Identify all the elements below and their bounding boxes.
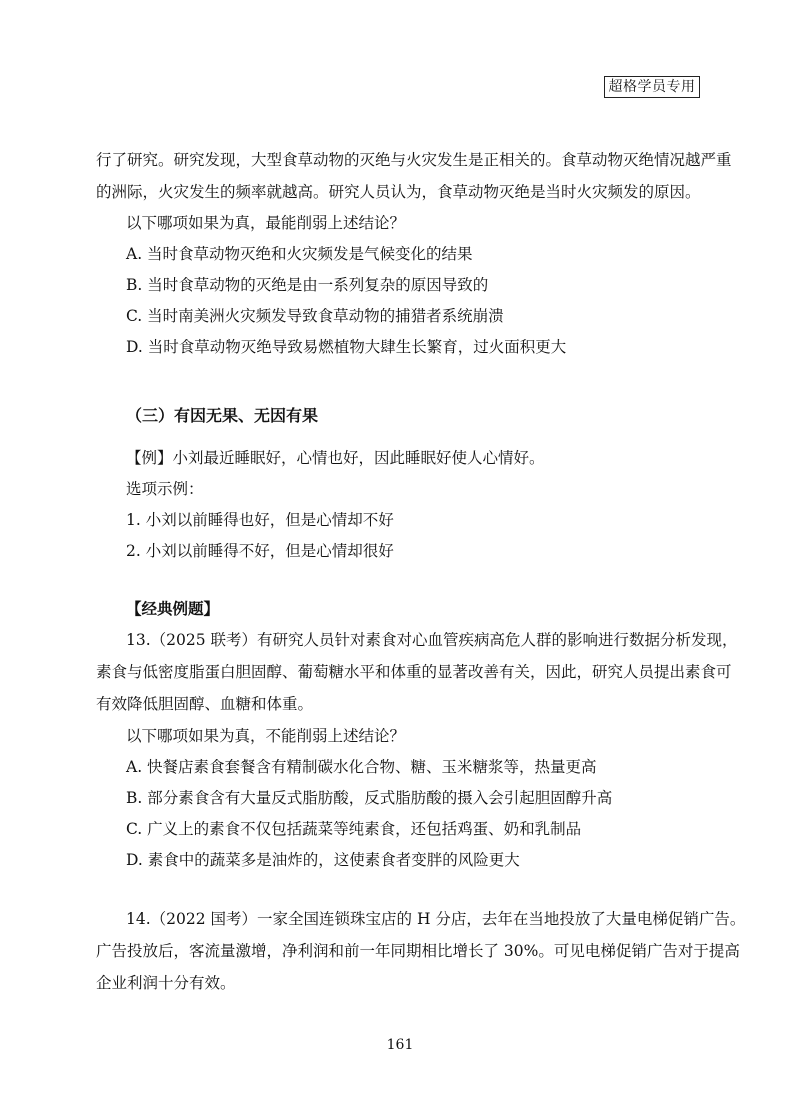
classic-title: 【经典例题】 [126,600,220,618]
option-d: D. 当时食草动物灭绝导致易燃植物大肆生长繁育，过火面积更大 [126,338,567,356]
section-title: （三）有因无果、无因有果 [126,406,319,425]
q13-option-c: C. 广义上的素食不仅包括蔬菜等纯素食，还包括鸡蛋、奶和乳制品 [126,820,582,838]
passage-line: 行了研究。研究发现，大型食草动物的灭绝与火灾发生是正相关的。食草动物灭绝情况越严重 [96,151,732,169]
option-c: C. 当时南美洲火灾频发导致食草动物的捕猎者系统崩溃 [126,307,504,325]
q13-line: 13.（2025 联考）有研究人员针对素食对心血管疾病高危人群的影响进行数据分析发现， [126,631,738,649]
q13-line: 有效降低胆固醇、血糖和体重。 [96,695,314,713]
page-number: 161 [386,1037,414,1053]
q14-line: 14.（2022 国考）一家全国连锁珠宝店的 H 分店，去年在当地投放了大量电梯促销广告。 [126,910,746,928]
question-stem: 以下哪项如果为真，最能削弱上述结论？ [126,214,406,232]
passage-line: 的洲际，火灾发生的频率就越高。研究人员认为，食草动物灭绝是当时火灾频发的原因。 [96,183,701,201]
option-a: A. 当时食草动物灭绝和火灾频发是气候变化的结果 [126,245,473,263]
example-option: 2. 小刘以前睡得不好，但是心情却很好 [126,542,394,560]
exclusive-badge: 超格学员专用 [604,76,700,98]
q13-option-a: A. 快餐店素食套餐含有精制碳水化合物、糖、玉米糖浆等，热量更高 [126,758,597,776]
option-b: B. 当时食草动物的灭绝是由一系列复杂的原因导致的 [126,276,489,294]
q13-line: 素食与低密度脂蛋白胆固醇、葡萄糖水平和体重的显著改善有关，因此，研究人员提出素食可 [96,663,732,681]
q13-option-b: B. 部分素食含有大量反式脂肪酸，反式脂肪酸的摄入会引起胆固醇升高 [126,789,613,807]
options-label: 选项示例： [126,480,204,498]
q14-line: 广告投放后，客流量激增，净利润和前一年同期相比增长了 30%。可见电梯促销广告对于提高 [96,942,740,960]
example-option: 1. 小刘以前睡得也好，但是心情却不好 [126,511,394,529]
q13-question: 以下哪项如果为真，不能削弱上述结论？ [126,727,406,745]
q13-option-d: D. 素食中的蔬菜多是油炸的，这使素食者变胖的风险更大 [126,851,520,869]
example-text: 【例】小刘最近睡眠好，心情也好，因此睡眠好使人心情好。 [126,449,545,467]
q14-line: 企业利润十分有效。 [96,974,236,992]
